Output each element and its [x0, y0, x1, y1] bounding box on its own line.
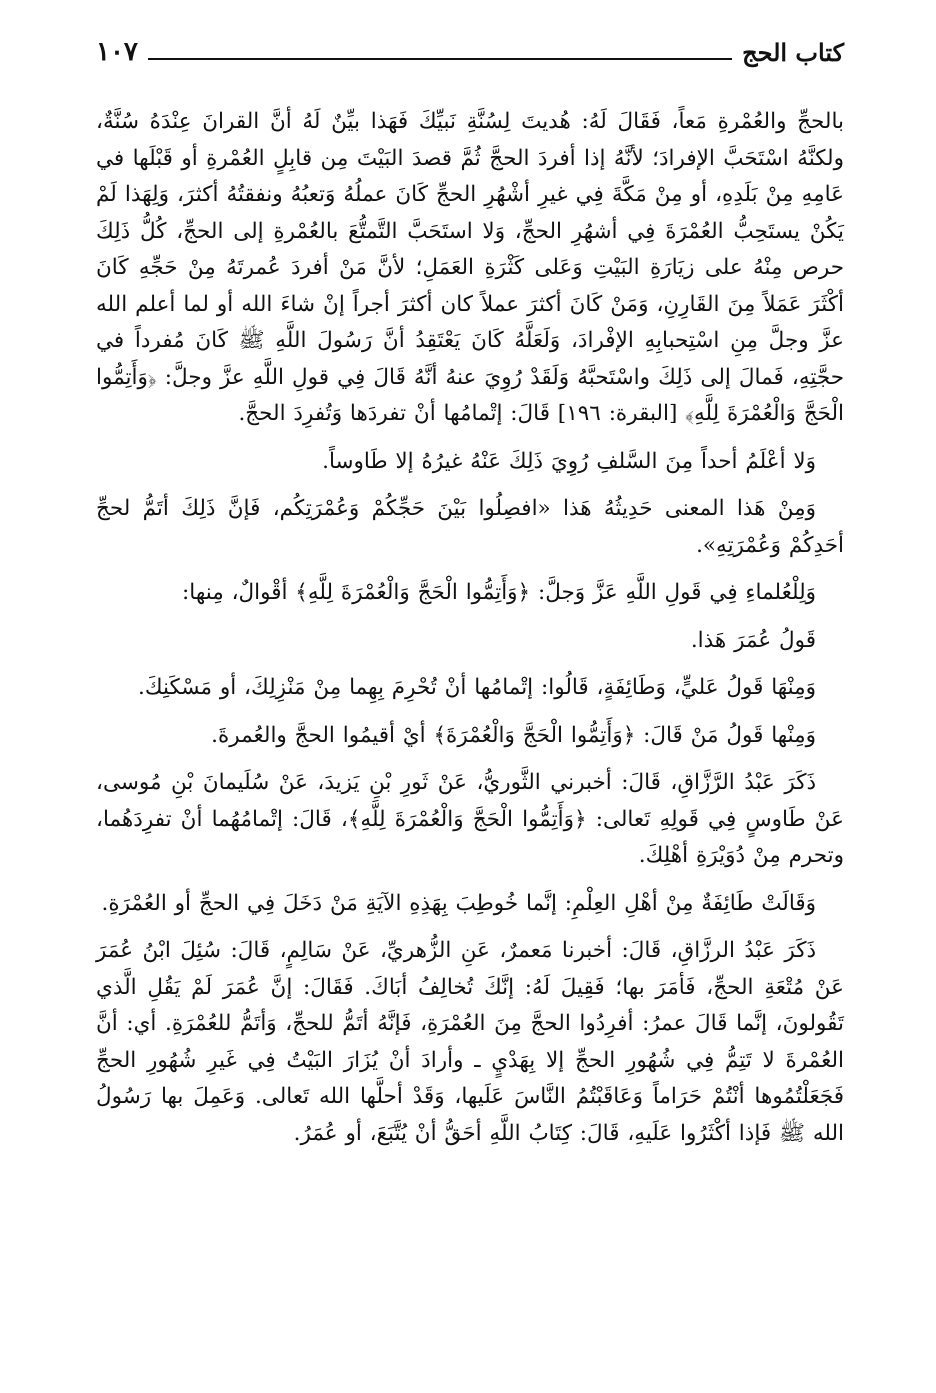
- page-body: [96, 104, 844, 1152]
- paragraph: وَمِنْها قَولُ مَنْ قَالَ: ﴿وَأَتِمُّوا الْحَجَّ وَالْعُمْرَةَ﴾ أيْ أقيمُوا الحجَّ والعُمرةَ.: [211, 722, 817, 748]
- book-title: كتاب الحج: [742, 37, 844, 67]
- page-header: [96, 30, 844, 74]
- header-rule: [148, 58, 732, 60]
- paragraph: وَلِلْعُلماءِ فِي قَولِ اللَّهِ عَزَّ وَجلَّ: ﴿وَأَتِمُّوا الْحَجَّ وَالْعُمْرَةَ لِلَّهِ﴾ أقْوالٌ، مِنها:: [182, 580, 817, 605]
- paragraph: ذَكَرَ عَبْدُ الرَّزَّاقِ، قَالَ: أخبرني الثَّوريُّ، عَنْ ثَورِ بْنِ يَزيدَ، عَنْ سُلَيمانَ بْنِ مُوسى، عَنْ طَاوسٍ فِي قَولِهِ تَعالى: ﴿وَأَتِمُّوا الْحَجَّ وَالْعُمْرَةَ لِلَّهِ﴾، قَالَ: إتْمامُهُما أنْ تفرِدَهُما، وتحرم مِنْ دُوَيْرَةِ أهْلِكَ.: [96, 770, 844, 868]
- paragraph: قَولُ عُمَرَ هَذا.: [690, 627, 817, 653]
- paragraph: وَمِنْهَا قَولُ عَليٍّ، وَطَائِفَةٍ، قَالُوا: إتْمامُها أنْ تُحْرِمَ بِهِما مِنْ مَنْزِلِكَ، أو مَسْكَنِكَ.: [138, 675, 817, 700]
- paragraph: بالحجِّ والعُمْرةِ مَعاً، فَقَالَ لَهُ: هُديتَ لِسُنَّةِ نَبيِّكَ فَهَذا بيِّنٌ لَهُ أنَّ القرانَ عِنْدَهُ سُنَّةٌ، ولكنَّهُ اسْتَحَبَّ الإفرادَ؛ لأنَّهُ إذا أفردَ الحجَّ ثُمَّ قصدَ البَيْتَ مِن قابِلٍ العُمْرةِ أو قَبْلَها في عَامِهِ مِنْ بَلَدِهِ، أو مِنْ مَكَّةَ فِي غيرِ أشْهُرِ الحجِّ كَانَ عملُهُ وَتعبُهُ ونفقتُهُ أكثرَ، وَلِهَذا لَمْ يَكُنْ يستَحِبُّ العُمْرَةَ فِي أشهُرِ الحجِّ، وَلا استَحَبَّ التَّمتُّعَ بالعُمْرةِ إلى الحجِّ، كُلُّ ذَلِكَ حرص مِنْهُ على زيَارَةِ البَيْتِ وَعَلى كَثْرَةِ العَمَلِ؛ لأنَّ مَنْ أفردَ عُمرتَهُ مِنْ حَجِّهِ كَانَ أكْثَرَ عَمَلاً مِنَ القَارِنِ، وَمَنْ كَانَ أكثرَ عملاً كان أكثرَ أجراً إنْ شاءَ الله أو لما أعلم الله عزَّ وجلَّ مِنِ اسْتِحبابِهِ الإفْرادَ، وَلَعَلَّهُ كَانَ يَعْتَقِدُ أنَّ رَسُولَ اللَّهِ ﷺ كَانَ مُفرداً في حجَّتِهِ، فَمالَ إلى ذَلِكَ واسْتَحبَّهُ وَلَقَدْ رُوِيَ عنهُ أنَّهُ قَالَ فِي قولِ اللَّهِ عزَّ وجلَّ: ﴿وَأَتِمُّوا الْحَجَّ وَالْعُمْرَةَ لِلَّهِ﴾ [البقرة: ١٩٦] قَالَ: إتْمامُها أنْ تفردَها وَتُفرِدَ الحجَّ.: [96, 109, 844, 426]
- paragraph: ذَكَرَ عَبْدُ الرزَّاقِ، قَالَ: أخبرنا مَعمرٌ، عَنِ الزُّهريِّ، عَنْ سَالِمٍ، قَالَ: سُئِلَ ابْنُ عُمَرَ عَنْ مُتْعَةِ الحجِّ، فَأمَرَ بها؛ فَقِيلَ لَهُ: إنَّكَ تُخالِفُ أبَاكَ. فَقَالَ: إنَّ عُمَرَ لَمْ يَقُلِ الَّذي تَقُولونَ، إنَّما قَالَ عمرُ: أفرِدُوا الحجَّ مِنَ العُمْرَةِ، فَإنَّهُ أتَمُّ للحجِّ، وَأتَمُّ للعُمْرَةِ. أي: أنَّ العُمْرةَ لا تَتِمُّ فِي شُهُورِ الحجِّ إلا بِهَدْيٍ ـ وأرادَ أنْ يُزَارَ البَيْتُ فِي غَيرِ شُهُورِ الحجِّ فَجَعَلْتُمُوها أنْتُمْ حَرَاماً وَعَاقَبْتُمُ النَّاسَ عَلَيها، وَقَدْ أحلَّها الله تَعالى. وَعَمِلَ بها رَسُولُ الله ﷺ فَإذا أكْثَرُوا عَلَيهِ، قَالَ: كِتَابُ اللَّهِ أحَقُّ أنْ يُتَّبَعَ، أو عُمَرُ.: [96, 938, 844, 1146]
- page-number: ١٠٧: [96, 37, 138, 67]
- paragraph: وَقَالَتْ طَائِفَةٌ مِنْ أهْلِ العِلْمِ: إنَّما خُوطِبَ بِهَذِهِ الآيَةِ مَنْ دَخَلَ فِي الحجِّ أو العُمْرَةِ.: [101, 890, 817, 916]
- paragraph: وَمِنْ هَذا المعنى حَدِيثُهُ هَذا «افصِلُوا بَيْنَ حَجِّكُمْ وَعُمْرَتِكُم، فَإنَّ ذَلِكَ أتَمُّ لحجِّ أحَدِكُمْ وَعُمْرَتِهِ».: [96, 496, 844, 558]
- paragraph: وَلا أعْلَمُ أحداً مِنَ السَّلفِ رُوِيَ ذَلِكَ عَنْهُ غيرُهُ إلا طَاوساً.: [322, 448, 817, 474]
